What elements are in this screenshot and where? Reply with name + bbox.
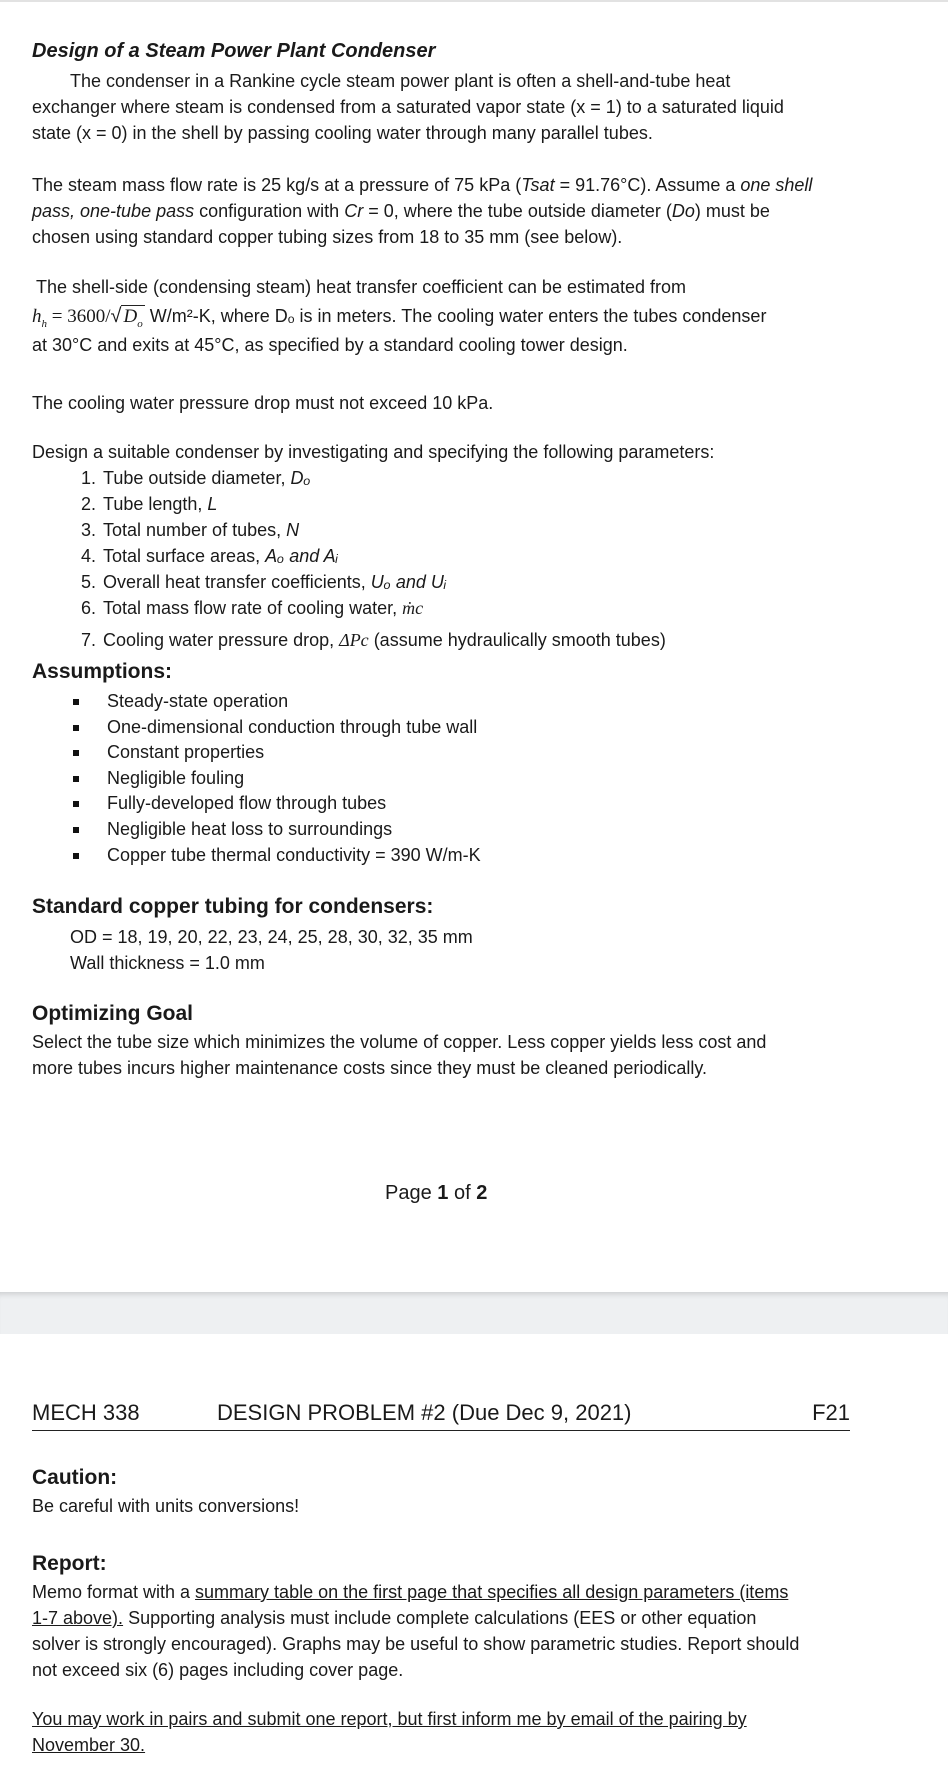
formula-constant: = 3600/ [47, 306, 111, 327]
report-heading: Report: [32, 1552, 107, 1575]
assumption-item: One-dimensional conduction through tube wall [70, 715, 481, 741]
formula-hh: $h_h$ [32, 306, 47, 330]
parameter-item: 3. Total number of tubes, N [101, 517, 666, 543]
assumption-item: Steady-state operation [70, 689, 481, 715]
flow-paragraph [32, 172, 812, 250]
tubing-heading: Standard copper tubing for condensers: [32, 895, 434, 918]
assumptions-list [70, 689, 481, 868]
shell-formula-line [32, 300, 766, 332]
formula-radicand: $D_o$ [123, 306, 143, 330]
assumption-item: Negligible fouling [70, 766, 481, 792]
shell-line: at 30°C and exits at 45°C, as specified by a standard cooling tower design. [32, 335, 628, 355]
shell-paragraph [32, 274, 766, 358]
parameter-list [68, 465, 666, 653]
pairs-note [32, 1706, 747, 1758]
intro-line: exchanger where steam is condensed from a saturated vapor state (x = 1) to a saturated liquid [32, 97, 784, 117]
goal-paragraph [32, 1029, 766, 1081]
flow-line: pass, one-tube pass configuration with Cr = 0, where the tube outside diameter (Do) must be [32, 201, 770, 221]
report-line: Memo format with a summary table on the first page that specifies all design parameters (items [32, 1582, 789, 1602]
caution-text: Be careful with units conversions! [32, 1496, 300, 1516]
report-paragraph [32, 1579, 799, 1683]
term-label: F21 [812, 1400, 850, 1425]
parameter-item: 4. Total surface areas, Aₒ and Aᵢ [101, 543, 666, 569]
tubing-wall: Wall thickness = 1.0 mm [70, 953, 265, 973]
flow-line: chosen using standard copper tubing sizes from 18 to 35 mm (see below). [32, 227, 623, 247]
parameter-item: 6. Total mass flow rate of cooling water, ṁc [101, 595, 666, 621]
flow-line: The steam mass flow rate is 25 kg/s at a pressure of 75 kPa (Tsat = 91.76°C). Assume a one shell [32, 175, 813, 195]
problem-title: DESIGN PROBLEM #2 (Due Dec 9, 2021) [217, 1400, 632, 1425]
assumption-item: Negligible heat loss to surroundings [70, 817, 481, 843]
intro-line: state (x = 0) in the shell by passing cooling water through many parallel tubes. [32, 123, 653, 143]
pressure-note: The cooling water pressure drop must not exceed 10 kPa. [32, 393, 494, 413]
parameter-item: 5. Overall heat transfer coefficients, Uₒ and Uᵢ [101, 569, 666, 595]
pairs-line: You may work in pairs and submit one report, but first inform me by email of the pairing by [32, 1709, 747, 1729]
caution-heading: Caution: [32, 1466, 118, 1489]
goal-heading: Optimizing Goal [32, 1002, 193, 1025]
assumptions-heading: Assumptions: [32, 660, 173, 683]
report-line: solver is strongly encouraged). Graphs may be useful to show parametric studies. Report should [32, 1634, 800, 1654]
sqrt-icon: √ [110, 305, 122, 327]
parameter-item: 7. Cooling water pressure drop, ΔPc (assume hydraulically smooth tubes) [101, 627, 666, 653]
page-header [32, 1400, 850, 1431]
assumption-item: Fully-developed flow through tubes [70, 791, 481, 817]
goal-line: more tubes incurs higher maintenance costs since they must be cleaned periodically. [32, 1058, 708, 1078]
tubing-od: OD = 18, 19, 20, 22, 23, 24, 25, 28, 30, 32, 35 mm [70, 927, 473, 947]
intro-line: The condenser in a Rankine cycle steam power plant is often a shell-and-tube heat [70, 71, 731, 91]
parameter-item: 2. Tube length, L [101, 491, 666, 517]
parameter-item: 1. Tube outside diameter, Dₒ [101, 465, 666, 491]
design-intro: Design a suitable condenser by investigating and specifying the following parameters: [32, 442, 715, 462]
assumption-item: Constant properties [70, 740, 481, 766]
intro-paragraph [32, 68, 784, 146]
page-footer: Page 1 of 2 [385, 1182, 488, 1204]
assumption-item: Copper tube thermal conductivity = 390 W/m-K [70, 843, 481, 869]
shell-units: W/m²-K, where Dₒ is in meters. The cooling water enters the tubes condenser [144, 306, 767, 326]
document-title: Design of a Steam Power Plant Condenser [32, 40, 436, 62]
shell-line: The shell-side (condensing steam) heat transfer coefficient can be estimated from [36, 277, 686, 297]
goal-line: Select the tube size which minimizes the volume of copper. Less copper yields less cost and [32, 1032, 767, 1052]
report-line: 1-7 above). Supporting analysis must include complete calculations (EES or other equation [32, 1608, 757, 1628]
course-code: MECH 338 [32, 1400, 140, 1425]
page-separator [0, 1292, 948, 1334]
pairs-line: November 30. [32, 1735, 146, 1755]
report-line: not exceed six (6) pages including cover page. [32, 1660, 404, 1680]
